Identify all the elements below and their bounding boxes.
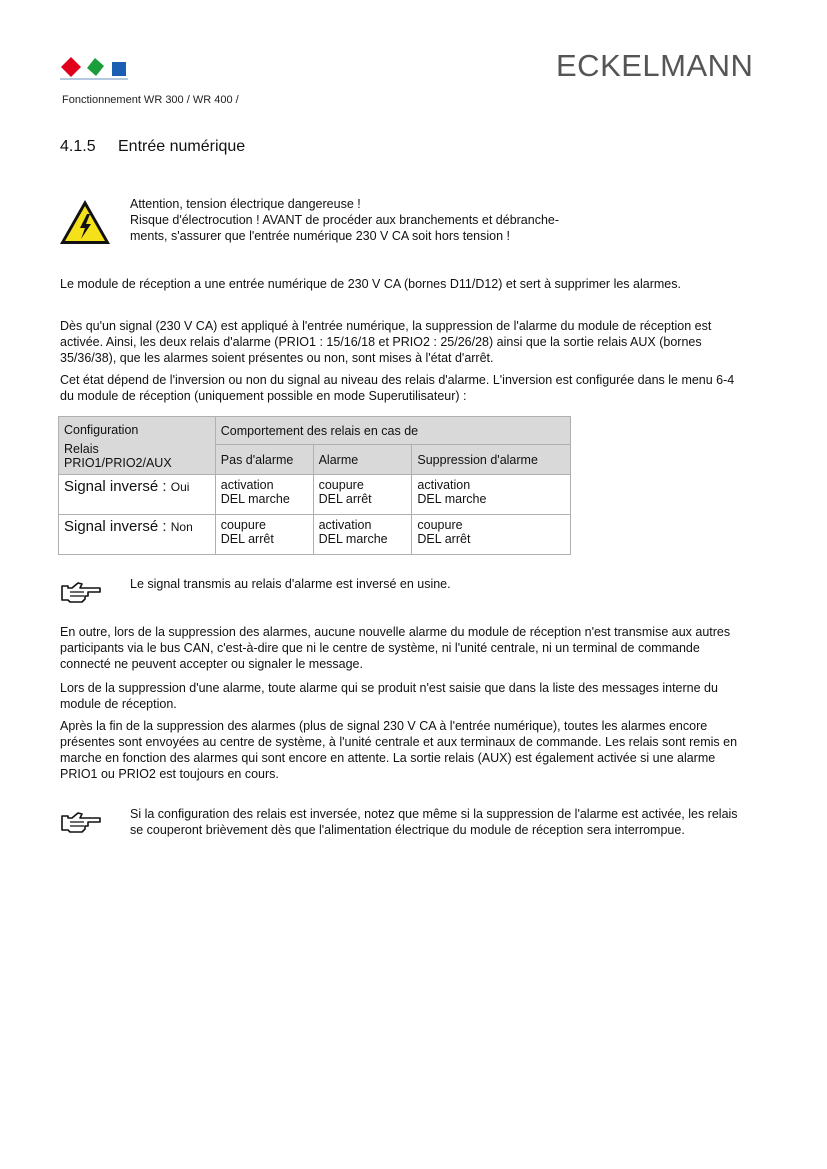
column-header: Pas d'alarme (215, 445, 313, 475)
table-header-config: Configuration Relais PRIO1/PRIO2/AUX (59, 417, 216, 475)
table-row (59, 515, 571, 555)
logo-green-diamond (87, 58, 104, 76)
note-text: Si la configuration des relais est inversée, notez que même si la suppression de l'alarme est activée, les relais se couperont brièvement dès que l'alimentation électrique du module de réception sera interrompue. (130, 807, 738, 837)
section-heading (60, 138, 245, 156)
pointing-hand-icon (60, 810, 102, 834)
paragraph: Le module de réception a une entrée numérique de 230 V CA (bornes D11/D12) et sert à supprimer les alarmes. (60, 277, 681, 291)
row-label: Signal inversé : Oui (59, 475, 216, 515)
table-cell: coupure DEL arrêt (215, 515, 313, 555)
table-cell: activation DEL marche (412, 475, 571, 515)
brand-name: ECKELMANN (556, 48, 754, 83)
paragraph: Cet état dépend de l'inversion ou non du signal au niveau des relais d'alarme. L'inversion est configurée dans le menu 6-4 du module de réception (uniquement possible en mode Superutilisateur) : (60, 373, 735, 403)
company-logo (60, 56, 128, 80)
table-header-behaviour: Comportement des relais en cas de (215, 417, 570, 445)
section-number: 4.1.5 (60, 138, 96, 155)
relay-config-table (58, 416, 571, 555)
electrical-hazard-icon (58, 198, 112, 246)
warning-text (130, 196, 690, 244)
logo-red-diamond (61, 57, 81, 77)
warning-line: Attention, tension électrique dangereuse ! (130, 197, 361, 211)
row-label: Signal inversé : Non (59, 515, 216, 555)
paragraph: Après la fin de la suppression des alarmes (plus de signal 230 V CA à l'entrée numérique), toutes les alarmes encore présentes sont envoyées au centre de système, à l'unité centrale et aux terminaux de commande. Les relais sont remis en marche en fonction des alarmes qui sont encore en attente. La sortie relais (AUX) est également activée si une alarme PRIO1 ou PRIO2 est toujours en cours. (60, 719, 738, 781)
table-cell: coupure DEL arrêt (412, 515, 571, 555)
warning-line: ments, s'assurer que l'entrée numérique 230 V CA soit hors tension ! (130, 229, 510, 243)
paragraph: En outre, lors de la suppression des alarmes, aucune nouvelle alarme du module de réception n'est transmise aux autres participants via le bus CAN, c'est-à-dire que ni le centre de système, ni l'unité centrale, ni un terminal de commande connecté ne peuvent accepter ou signaler le message. (60, 625, 731, 671)
table-cell: activation DEL marche (313, 515, 412, 555)
paragraph: Dès qu'un signal (230 V CA) est appliqué à l'entrée numérique, la suppression de l'alarme du module de réception est activée. Ainsi, les deux relais d'alarme (PRIO1 : 15/16/18 et PRIO2 : 25/26/28) ainsi que la sortie relais AUX (bornes 35/36/38), que les alarmes soient présentes ou non, sont mises à l'état d'arrêt. (60, 319, 712, 365)
section-title: Entrée numérique (118, 138, 246, 155)
warning-line: Risque d'électrocution ! AVANT de procéder aux branchements et débranche- (130, 213, 560, 227)
logo-blue-square (112, 62, 126, 76)
pointing-hand-icon (60, 580, 102, 604)
table-cell: activation DEL marche (215, 475, 313, 515)
table-cell: coupure DEL arrêt (313, 475, 412, 515)
paragraph: Lors de la suppression d'une alarme, toute alarme qui se produit n'est saisie que dans la liste des messages interne du module de réception. (60, 681, 718, 711)
table-row (59, 475, 571, 515)
note-text: Le signal transmis au relais d'alarme est inversé en usine. (130, 577, 451, 591)
document-title: Fonctionnement WR 300 / WR 400 / (62, 94, 239, 106)
column-header: Alarme (313, 445, 412, 475)
column-header: Suppression d'alarme (412, 445, 571, 475)
